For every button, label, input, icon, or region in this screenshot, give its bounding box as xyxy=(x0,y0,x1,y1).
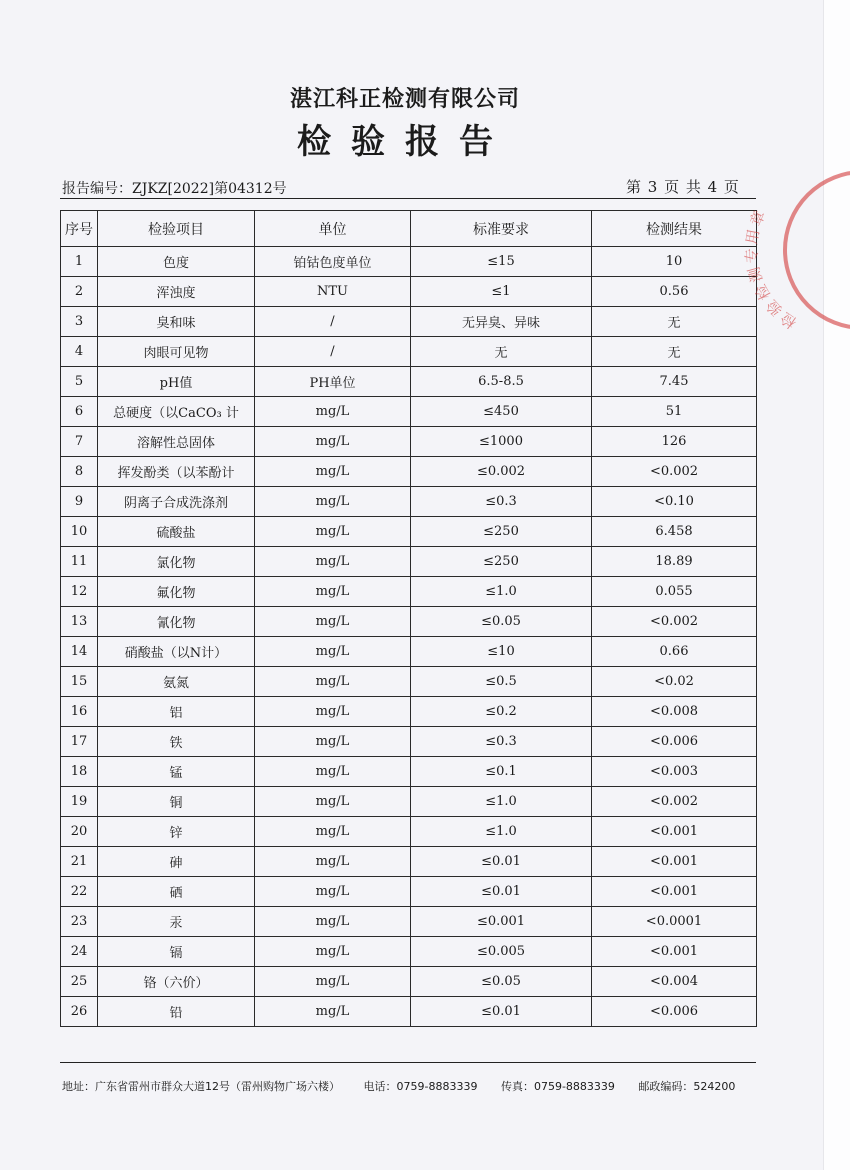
cell-result: 51 xyxy=(592,397,757,427)
cell-standard: ≤0.001 xyxy=(411,907,592,937)
cell-standard: ≤1000 xyxy=(411,427,592,457)
table-row xyxy=(61,427,757,457)
cell-result: <0.002 xyxy=(592,607,757,637)
cell-item-name: 浑浊度 xyxy=(98,277,255,307)
table-row xyxy=(61,787,757,817)
cell-row-index: 26 xyxy=(61,997,98,1027)
cell-item-name: 硫酸盐 xyxy=(98,517,255,547)
table-row xyxy=(61,487,757,517)
table-row xyxy=(61,637,757,667)
cell-row-index: 18 xyxy=(61,757,98,787)
table-row xyxy=(61,997,757,1027)
cell-standard: ≤1.0 xyxy=(411,817,592,847)
cell-item-name: 溶解性总固体 xyxy=(98,427,255,457)
cell-unit: PH单位 xyxy=(255,367,411,397)
cell-unit: 铂钴色度单位 xyxy=(255,247,411,277)
cell-standard: 6.5-8.5 xyxy=(411,367,592,397)
cell-unit: mg/L xyxy=(255,757,411,787)
cell-row-index: 10 xyxy=(61,517,98,547)
table-row xyxy=(61,547,757,577)
cell-result: <0.001 xyxy=(592,847,757,877)
cell-item-name: 砷 xyxy=(98,847,255,877)
cell-unit: mg/L xyxy=(255,397,411,427)
cell-unit: mg/L xyxy=(255,427,411,457)
seal-ring xyxy=(785,172,850,328)
table-row xyxy=(61,667,757,697)
cell-result: 0.56 xyxy=(592,277,757,307)
table-header-row xyxy=(61,211,757,247)
cell-result: <0.002 xyxy=(592,787,757,817)
cell-item-name: 氨氮 xyxy=(98,667,255,697)
footer xyxy=(62,1078,762,1094)
table-row xyxy=(61,517,757,547)
cell-item-name: 锰 xyxy=(98,757,255,787)
cell-standard: ≤10 xyxy=(411,637,592,667)
table-row xyxy=(61,937,757,967)
cell-standard: ≤250 xyxy=(411,547,592,577)
cell-row-index: 2 xyxy=(61,277,98,307)
table-row xyxy=(61,607,757,637)
cell-row-index: 8 xyxy=(61,457,98,487)
cell-item-name: pH值 xyxy=(98,367,255,397)
cell-item-name: 铅 xyxy=(98,997,255,1027)
report-number: 报告编号：ZJKZ[2022]第04312号 xyxy=(62,181,287,197)
official-seal xyxy=(742,170,850,340)
cell-unit: mg/L xyxy=(255,847,411,877)
cell-standard: ≤0.05 xyxy=(411,967,592,997)
cell-unit: mg/L xyxy=(255,997,411,1027)
cell-item-name: 汞 xyxy=(98,907,255,937)
cell-row-index: 24 xyxy=(61,937,98,967)
cell-result: <0.008 xyxy=(592,697,757,727)
cell-unit: mg/L xyxy=(255,607,411,637)
col-header-unit: 单位 xyxy=(255,211,411,247)
cell-standard: ≤1 xyxy=(411,277,592,307)
cell-row-index: 22 xyxy=(61,877,98,907)
cell-unit: mg/L xyxy=(255,877,411,907)
cell-row-index: 15 xyxy=(61,667,98,697)
table-row xyxy=(61,307,757,337)
cell-unit: mg/L xyxy=(255,937,411,967)
cell-row-index: 6 xyxy=(61,397,98,427)
cell-item-name: 色度 xyxy=(98,247,255,277)
table-row xyxy=(61,397,757,427)
footer-address: 地址：广东省雷州市群众大道12号（雷州购物广场六楼） xyxy=(62,1080,340,1093)
cell-item-name: 硒 xyxy=(98,877,255,907)
cell-item-name: 硝酸盐（以N计） xyxy=(98,637,255,667)
table-row xyxy=(61,817,757,847)
cell-row-index: 4 xyxy=(61,337,98,367)
cell-row-index: 7 xyxy=(61,427,98,457)
table-row xyxy=(61,697,757,727)
table-row xyxy=(61,277,757,307)
cell-standard: 无 xyxy=(411,337,592,367)
cell-item-name: 挥发酚类（以苯酚计 xyxy=(98,457,255,487)
cell-row-index: 16 xyxy=(61,697,98,727)
cell-item-name: 铜 xyxy=(98,787,255,817)
cell-row-index: 23 xyxy=(61,907,98,937)
cell-standard: ≤0.005 xyxy=(411,937,592,967)
cell-item-name: 氯化物 xyxy=(98,547,255,577)
cell-result: <0.002 xyxy=(592,457,757,487)
cell-standard: ≤0.01 xyxy=(411,847,592,877)
cell-result: <0.02 xyxy=(592,667,757,697)
cell-result: <0.003 xyxy=(592,757,757,787)
cell-row-index: 3 xyxy=(61,307,98,337)
cell-unit: NTU xyxy=(255,277,411,307)
col-header-index: 序号 xyxy=(61,211,98,247)
footer-divider xyxy=(60,1062,756,1063)
cell-item-name: 锌 xyxy=(98,817,255,847)
page-number: 第 3 页 共 4 页 xyxy=(626,178,740,196)
footer-fax: 传真：0759-8883339 xyxy=(500,1080,615,1093)
table-row xyxy=(61,247,757,277)
cell-result: <0.001 xyxy=(592,877,757,907)
cell-item-name: 氟化物 xyxy=(98,577,255,607)
cell-standard: ≤0.05 xyxy=(411,607,592,637)
cell-item-name: 臭和味 xyxy=(98,307,255,337)
cell-result: 18.89 xyxy=(592,547,757,577)
cell-result: <0.004 xyxy=(592,967,757,997)
col-header-item: 检验项目 xyxy=(98,211,255,247)
cell-item-name: 镉 xyxy=(98,937,255,967)
cell-result: 无 xyxy=(592,337,757,367)
footer-phone: 电话：0759-8883339 xyxy=(363,1080,478,1093)
cell-standard: ≤0.01 xyxy=(411,997,592,1027)
document-title: 检验报告 xyxy=(297,122,513,162)
cell-result: 无 xyxy=(592,307,757,337)
cell-row-index: 14 xyxy=(61,637,98,667)
cell-unit: mg/L xyxy=(255,547,411,577)
table-row xyxy=(61,727,757,757)
seal-text: 检验检测专用章 xyxy=(742,205,801,332)
cell-item-name: 肉眼可见物 xyxy=(98,337,255,367)
table-row xyxy=(61,907,757,937)
cell-result: <0.006 xyxy=(592,997,757,1027)
table-row xyxy=(61,367,757,397)
cell-result: 0.055 xyxy=(592,577,757,607)
cell-result: 7.45 xyxy=(592,367,757,397)
cell-item-name: 总硬度（以CaCO₃ 计 xyxy=(98,397,255,427)
cell-standard: ≤1.0 xyxy=(411,577,592,607)
cell-standard: ≤0.2 xyxy=(411,697,592,727)
cell-item-name: 阴离子合成洗涤剂 xyxy=(98,487,255,517)
cell-result: <0.0001 xyxy=(592,907,757,937)
table-row xyxy=(61,877,757,907)
cell-unit: mg/L xyxy=(255,907,411,937)
cell-standard: ≤0.3 xyxy=(411,487,592,517)
cell-row-index: 17 xyxy=(61,727,98,757)
cell-row-index: 9 xyxy=(61,487,98,517)
footer-postcode: 邮政编码：524200 xyxy=(638,1080,736,1093)
cell-result: <0.001 xyxy=(592,817,757,847)
cell-unit: / xyxy=(255,337,411,367)
cell-unit: mg/L xyxy=(255,967,411,997)
cell-unit: mg/L xyxy=(255,727,411,757)
cell-unit: mg/L xyxy=(255,487,411,517)
company-name: 湛江科正检测有限公司 xyxy=(289,87,520,112)
cell-row-index: 13 xyxy=(61,607,98,637)
header-divider xyxy=(60,198,756,199)
cell-unit: mg/L xyxy=(255,787,411,817)
cell-unit: / xyxy=(255,307,411,337)
table-row xyxy=(61,457,757,487)
cell-item-name: 铁 xyxy=(98,727,255,757)
cell-result: <0.006 xyxy=(592,727,757,757)
table-row xyxy=(61,847,757,877)
cell-row-index: 19 xyxy=(61,787,98,817)
cell-row-index: 25 xyxy=(61,967,98,997)
cell-unit: mg/L xyxy=(255,667,411,697)
cell-result: 10 xyxy=(592,247,757,277)
cell-row-index: 5 xyxy=(61,367,98,397)
cell-standard: ≤450 xyxy=(411,397,592,427)
results-table xyxy=(60,210,757,1027)
cell-unit: mg/L xyxy=(255,517,411,547)
cell-result: 126 xyxy=(592,427,757,457)
col-header-standard: 标准要求 xyxy=(411,211,592,247)
cell-unit: mg/L xyxy=(255,457,411,487)
cell-standard: ≤0.1 xyxy=(411,757,592,787)
cell-row-index: 12 xyxy=(61,577,98,607)
cell-result: <0.001 xyxy=(592,937,757,967)
cell-standard: ≤0.01 xyxy=(411,877,592,907)
cell-standard: ≤1.0 xyxy=(411,787,592,817)
cell-row-index: 1 xyxy=(61,247,98,277)
cell-item-name: 铬（六价） xyxy=(98,967,255,997)
col-header-result: 检测结果 xyxy=(592,211,757,247)
cell-standard: ≤0.5 xyxy=(411,667,592,697)
cell-standard: ≤0.002 xyxy=(411,457,592,487)
cell-standard: ≤15 xyxy=(411,247,592,277)
table-row xyxy=(61,967,757,997)
cell-row-index: 21 xyxy=(61,847,98,877)
cell-row-index: 20 xyxy=(61,817,98,847)
cell-standard: ≤250 xyxy=(411,517,592,547)
table-body xyxy=(61,247,757,1027)
cell-result: 6.458 xyxy=(592,517,757,547)
cell-unit: mg/L xyxy=(255,577,411,607)
cell-unit: mg/L xyxy=(255,817,411,847)
cell-unit: mg/L xyxy=(255,637,411,667)
cell-item-name: 铝 xyxy=(98,697,255,727)
cell-standard: 无异臭、异味 xyxy=(411,307,592,337)
cell-standard: ≤0.3 xyxy=(411,727,592,757)
cell-result: <0.10 xyxy=(592,487,757,517)
table-row xyxy=(61,757,757,787)
cell-result: 0.66 xyxy=(592,637,757,667)
table-row xyxy=(61,337,757,367)
cell-row-index: 11 xyxy=(61,547,98,577)
cell-unit: mg/L xyxy=(255,697,411,727)
cell-item-name: 氰化物 xyxy=(98,607,255,637)
table-row xyxy=(61,577,757,607)
